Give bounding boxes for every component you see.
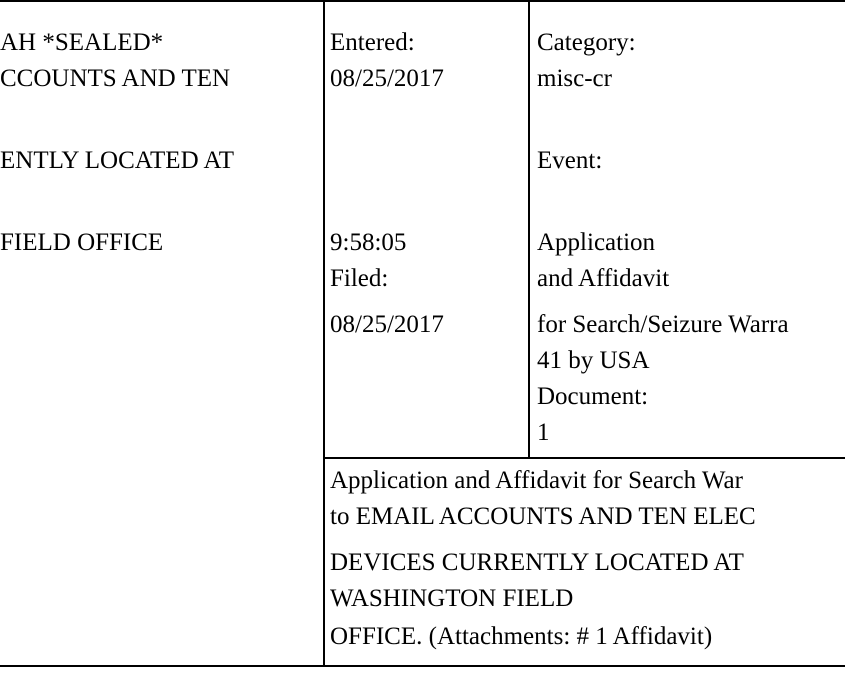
event-line: for Search/Seizure Warra	[537, 311, 789, 338]
category-label: Category:	[537, 29, 636, 56]
bottom-border	[0, 665, 845, 667]
filed-label: Filed:	[330, 265, 389, 292]
description-line: WASHINGTON FIELD	[330, 585, 574, 612]
entered-time: 9:58:05	[330, 229, 407, 256]
caption-line: AH *SEALED*	[0, 29, 164, 56]
description-line: Application and Affidavit for Search War	[330, 467, 743, 494]
filed-date: 08/25/2017	[330, 311, 444, 338]
column-divider-1	[323, 0, 325, 667]
caption-line: CCOUNTS AND TEN	[0, 65, 231, 92]
document-label: Document:	[537, 383, 649, 410]
entered-label: Entered:	[330, 29, 415, 56]
entered-date: 08/25/2017	[330, 65, 444, 92]
event-line: and Affidavit	[537, 265, 670, 292]
description-line: OFFICE. (Attachments: # 1 Affidavit)	[330, 623, 713, 650]
event-line: Application	[537, 229, 656, 256]
document-value: 1	[537, 419, 550, 446]
description-line: to EMAIL ACCOUNTS AND TEN ELEC	[330, 503, 756, 530]
event-line: 41 by USA	[537, 347, 650, 374]
top-border	[0, 0, 845, 2]
column-divider-2	[528, 2, 530, 458]
event-label: Event:	[537, 147, 603, 174]
caption-line: FIELD OFFICE	[0, 229, 164, 256]
description-top-border	[325, 457, 845, 459]
caption-line: ENTLY LOCATED AT	[0, 147, 235, 174]
category-value: misc-cr	[537, 65, 612, 92]
description-line: DEVICES CURRENTLY LOCATED AT	[330, 549, 744, 576]
